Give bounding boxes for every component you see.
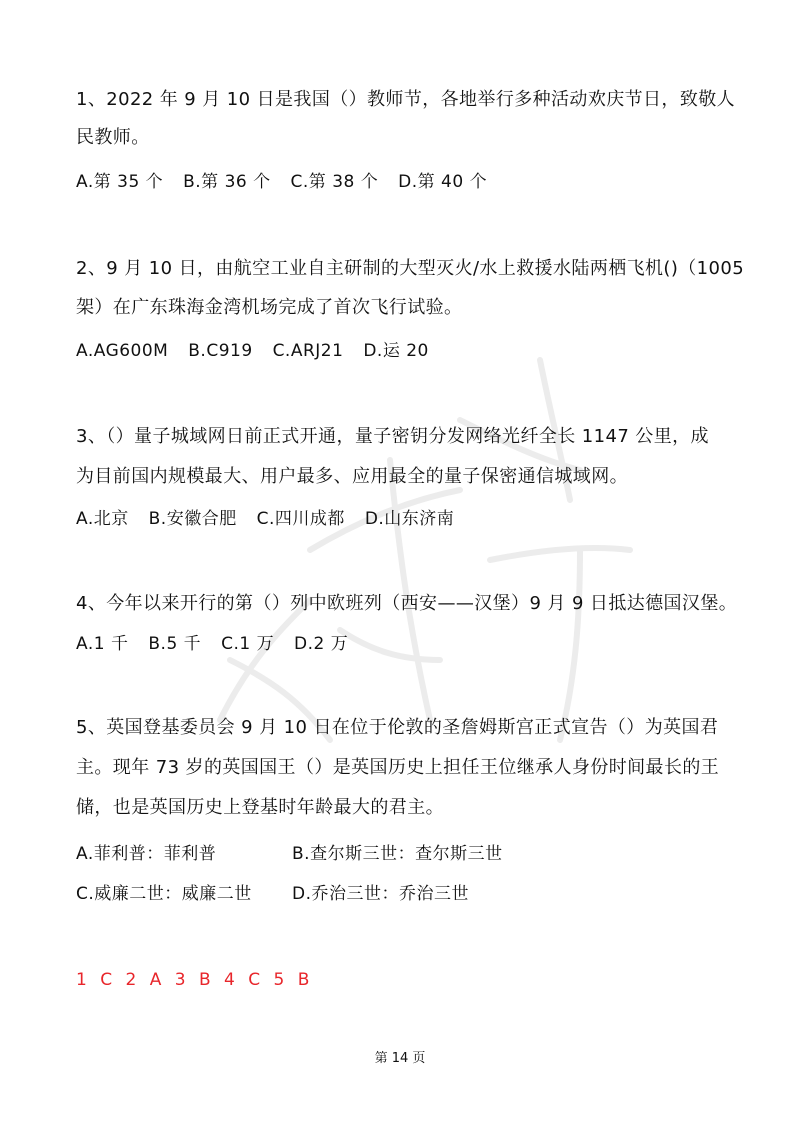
option-d: D.第 40 个 — [398, 172, 488, 192]
question-5-option-a: A.菲利普：菲利普 — [76, 844, 217, 864]
answer-key: 1 C 2 A 3 B 4 C 5 B — [76, 970, 314, 990]
option-b: B.第 36 个 — [183, 172, 271, 192]
option-b: B.C919 — [188, 341, 253, 361]
question-4-options — [76, 632, 348, 656]
option-c: C.第 38 个 — [290, 172, 379, 192]
question-1-options — [76, 170, 487, 194]
option-d: D.运 20 — [363, 341, 429, 361]
question-5-line-3: 储，也是英国历史上登基时年龄最大的君主。 — [76, 797, 444, 818]
question-3-line-1: 3、（）量子城域网日前正式开通，量子密钥分发网络光纤全长 1147 公里，成 — [76, 426, 709, 447]
question-2-line-1: 2、9 月 10 日，由航空工业自主研制的大型灭火/水上救援水陆两栖飞机()（1005 — [76, 258, 745, 279]
option-d: D.2 万 — [293, 634, 349, 654]
question-5-option-b: B.查尔斯三世：查尔斯三世 — [292, 844, 503, 864]
question-1-line-2: 民教师。 — [76, 127, 150, 148]
question-3-line-2: 为目前国内规模最大、用户最多、应用最全的量子保密通信城域网。 — [76, 466, 628, 487]
question-3-options — [76, 507, 454, 531]
question-5-option-d: D.乔治三世：乔治三世 — [292, 884, 469, 904]
question-5-line-1: 5、英国登基委员会 9 月 10 日在位于伦敦的圣詹姆斯宫正式宣告（）为英国君 — [76, 717, 719, 738]
option-b: B.5 千 — [148, 634, 202, 654]
question-1-line-1: 1、2022 年 9 月 10 日是我国（）教师节，各地举行多种活动欢庆节日，致敬人 — [76, 89, 736, 110]
page-number: 第 14 页 — [374, 1051, 426, 1066]
option-a: A.1 千 — [76, 634, 129, 654]
question-5-option-c: C.威廉二世：威廉二世 — [76, 884, 252, 904]
option-c: C.ARJ21 — [272, 341, 344, 361]
option-c: C.1 万 — [221, 634, 275, 654]
option-d: D.山东济南 — [364, 509, 455, 529]
question-4-line-1: 4、今年以来开行的第（）列中欧班列（西安——汉堡）9 月 9 日抵达德国汉堡。 — [76, 593, 738, 614]
option-a: A.北京 — [76, 509, 129, 529]
question-2-options — [76, 339, 429, 363]
option-c: C.四川成都 — [256, 509, 345, 529]
option-a: A.AG600M — [76, 341, 169, 361]
watermark-graphic — [160, 300, 680, 780]
option-b: B.安徽合肥 — [148, 509, 237, 529]
question-5-line-2: 主。现年 73 岁的英国国王（）是英国历史上担任王位继承人身份时间最长的王 — [76, 757, 720, 778]
option-a: A.第 35 个 — [76, 172, 164, 192]
question-2-line-2: 架）在广东珠海金湾机场完成了首次飞行试验。 — [76, 297, 463, 318]
